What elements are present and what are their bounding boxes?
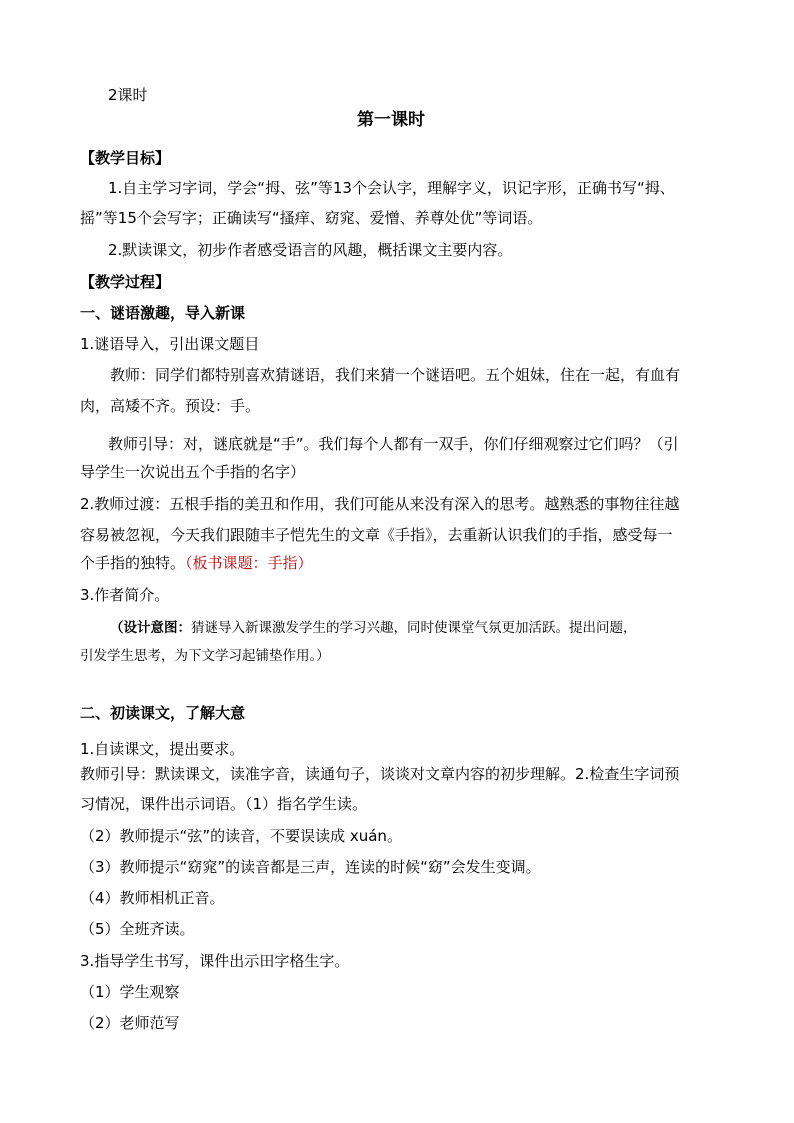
lesson-count: 2课时 — [108, 86, 148, 104]
part-1-heading: 一、谜语激趣，导入新课 — [80, 304, 246, 322]
part-2-heading: 二、初读课文，了解大意 — [80, 704, 246, 722]
part-1-item-3: 3.作者简介。 — [80, 586, 170, 604]
part-2-subitem-3: （3）教师提示“窈窕”的读音都是三声，连读的时候“窈”会发生变调。 — [80, 858, 541, 876]
design-intent-label: （设计意图： — [110, 620, 191, 636]
goal-1-line-1: 1.自主学习字词，学会“拇、弦”等13个会认字，理解字义，识记字形，正确书写“拇、 — [108, 179, 675, 197]
riddle-line-2: 肉，高矮不齐。预设：手。 — [80, 397, 261, 415]
part-1-item-2-line-3 — [80, 553, 313, 573]
teacher-guide-line-2: 导学生一次说出五个手指的名字） — [80, 463, 306, 481]
part-2-subitem-5: （5）全班齐读。 — [80, 920, 195, 938]
goal-1-line-2: 摇”等15个会写字；正确读写“搔痒、窈窕、爱憎、养尊处优”等词语。 — [80, 209, 543, 227]
part-1-item-2-line-1: 2.教师过渡：五根手指的美丑和作用，我们可能从来没有深入的思考。越熟悉的事物往往越 — [80, 495, 680, 513]
part-2-item-1: 1.自读课文，提出要求。 — [80, 740, 245, 758]
part-2-item-3: 3.指导学生书写，课件出示田字格生字。 — [80, 952, 350, 970]
teacher-guide-line-1: 教师引导：对，谜底就是“手”。我们每个人都有一双手，你们仔细观察过它们吗？（引 — [108, 435, 679, 453]
blackboard-title-note: （板书课题：手指） — [185, 554, 313, 572]
goal-2: 2.默读课文，初步作者感受语言的风趣，概括课文主要内容。 — [108, 241, 513, 259]
part-2-subitem-4: （4）教师相机正音。 — [80, 889, 225, 907]
part-1-item-2-line-2: 容易被忽视，今天我们跟随丰子恺先生的文章《手指》，去重新认识我们的手指，感受每一 — [80, 526, 673, 544]
part-2-guide-line-2: 习情况，课件出示词语。（1）指名学生读。 — [80, 795, 368, 813]
page-title: 第一课时 — [357, 110, 425, 130]
part-2-guide-line-1: 教师引导：默读课文，读准字音，读通句子，谈谈对文章内容的初步理解。2.检查生字词预 — [80, 765, 680, 783]
part-1-item-2-line-3-text: 个手指的独特。 — [80, 554, 186, 572]
part-2-subitem-2: （2）教师提示“弦”的读音，不要误读成 xuán。 — [80, 827, 402, 845]
design-intent-text: 猜谜导入新课激发学生的学习兴趣，同时使课堂气氛更加活跃。提出问题， — [191, 620, 637, 636]
section-heading-goals: 【教学目标】 — [80, 149, 171, 167]
part-2-item-3-sub-1: （1）学生观察 — [80, 983, 180, 1001]
riddle-line-1: 教师：同学们都特别喜欢猜谜语，我们来猜一个谜语吧。五个姐妹，住在一起，有血有 — [110, 366, 681, 384]
part-2-item-3-sub-2: （2）老师范写 — [80, 1014, 180, 1032]
design-intent-line-1 — [110, 618, 637, 638]
part-1-item-1: 1.谜语导入，引出课文题目 — [80, 335, 260, 353]
design-intent-line-2: 引发学生思考，为下文学习起铺垫作用。） — [80, 648, 330, 664]
section-heading-process: 【教学过程】 — [80, 273, 171, 291]
